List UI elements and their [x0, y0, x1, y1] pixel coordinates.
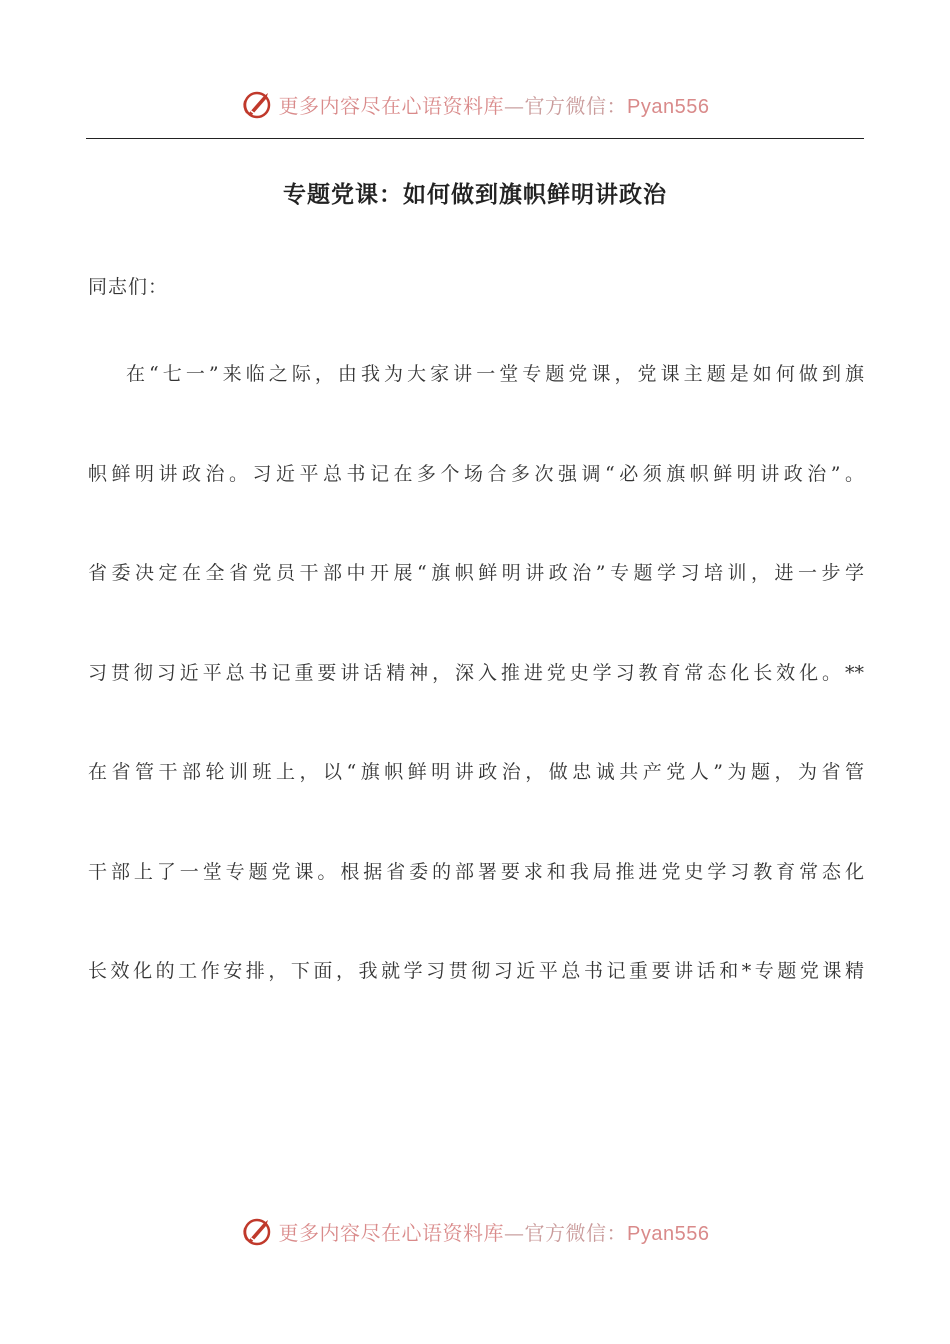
paragraph-line: 习贯彻习近平总书记重要讲话精神，深入推进党史学习教育常态化长效化。**	[88, 662, 864, 684]
banner-wechat-id: Pyan556	[627, 95, 710, 118]
paragraph-line: 干部上了一堂专题党课。根据省委的部署要求和我局推进党史学习教育常态化	[88, 861, 864, 883]
footer-banner	[0, 1211, 950, 1251]
banner-dash: —	[504, 1220, 525, 1245]
pen-nib-circle-icon	[241, 1214, 275, 1248]
header-divider	[86, 138, 864, 139]
banner-wechat-label: 官方微信：	[524, 1220, 628, 1245]
paragraph-line: 在“七一”来临之际，由我为大家讲一堂专题党课，党课主题是如何做到旗	[126, 363, 864, 385]
banner-dash: —	[504, 93, 525, 118]
banner-brand: 更多内容尽在心语资料库	[278, 93, 505, 118]
banner-wechat-id: Pyan556	[627, 1222, 710, 1245]
salutation: 同志们：	[88, 276, 169, 298]
banner-text	[279, 90, 710, 119]
paragraph-line: 长效化的工作安排，下面，我就学习贯彻习近平总书记重要讲话和*专题党课精	[88, 960, 864, 982]
header-banner	[0, 84, 950, 124]
banner-brand: 更多内容尽在心语资料库	[278, 1220, 505, 1245]
paragraph-line: 帜鲜明讲政治。习近平总书记在多个场合多次强调“必须旗帜鲜明讲政治”。	[88, 463, 864, 485]
banner-text	[279, 1217, 710, 1246]
pen-nib-circle-icon	[241, 87, 275, 121]
document-title: 专题党课：如何做到旗帜鲜明讲政治	[283, 181, 667, 208]
paragraph-line: 省委决定在全省党员干部中开展“旗帜鲜明讲政治”专题学习培训，进一步学	[88, 562, 864, 584]
banner-wechat-label: 官方微信：	[524, 93, 628, 118]
paragraph-line: 在省管干部轮训班上，以“旗帜鲜明讲政治，做忠诚共产党人”为题，为省管	[88, 761, 864, 783]
